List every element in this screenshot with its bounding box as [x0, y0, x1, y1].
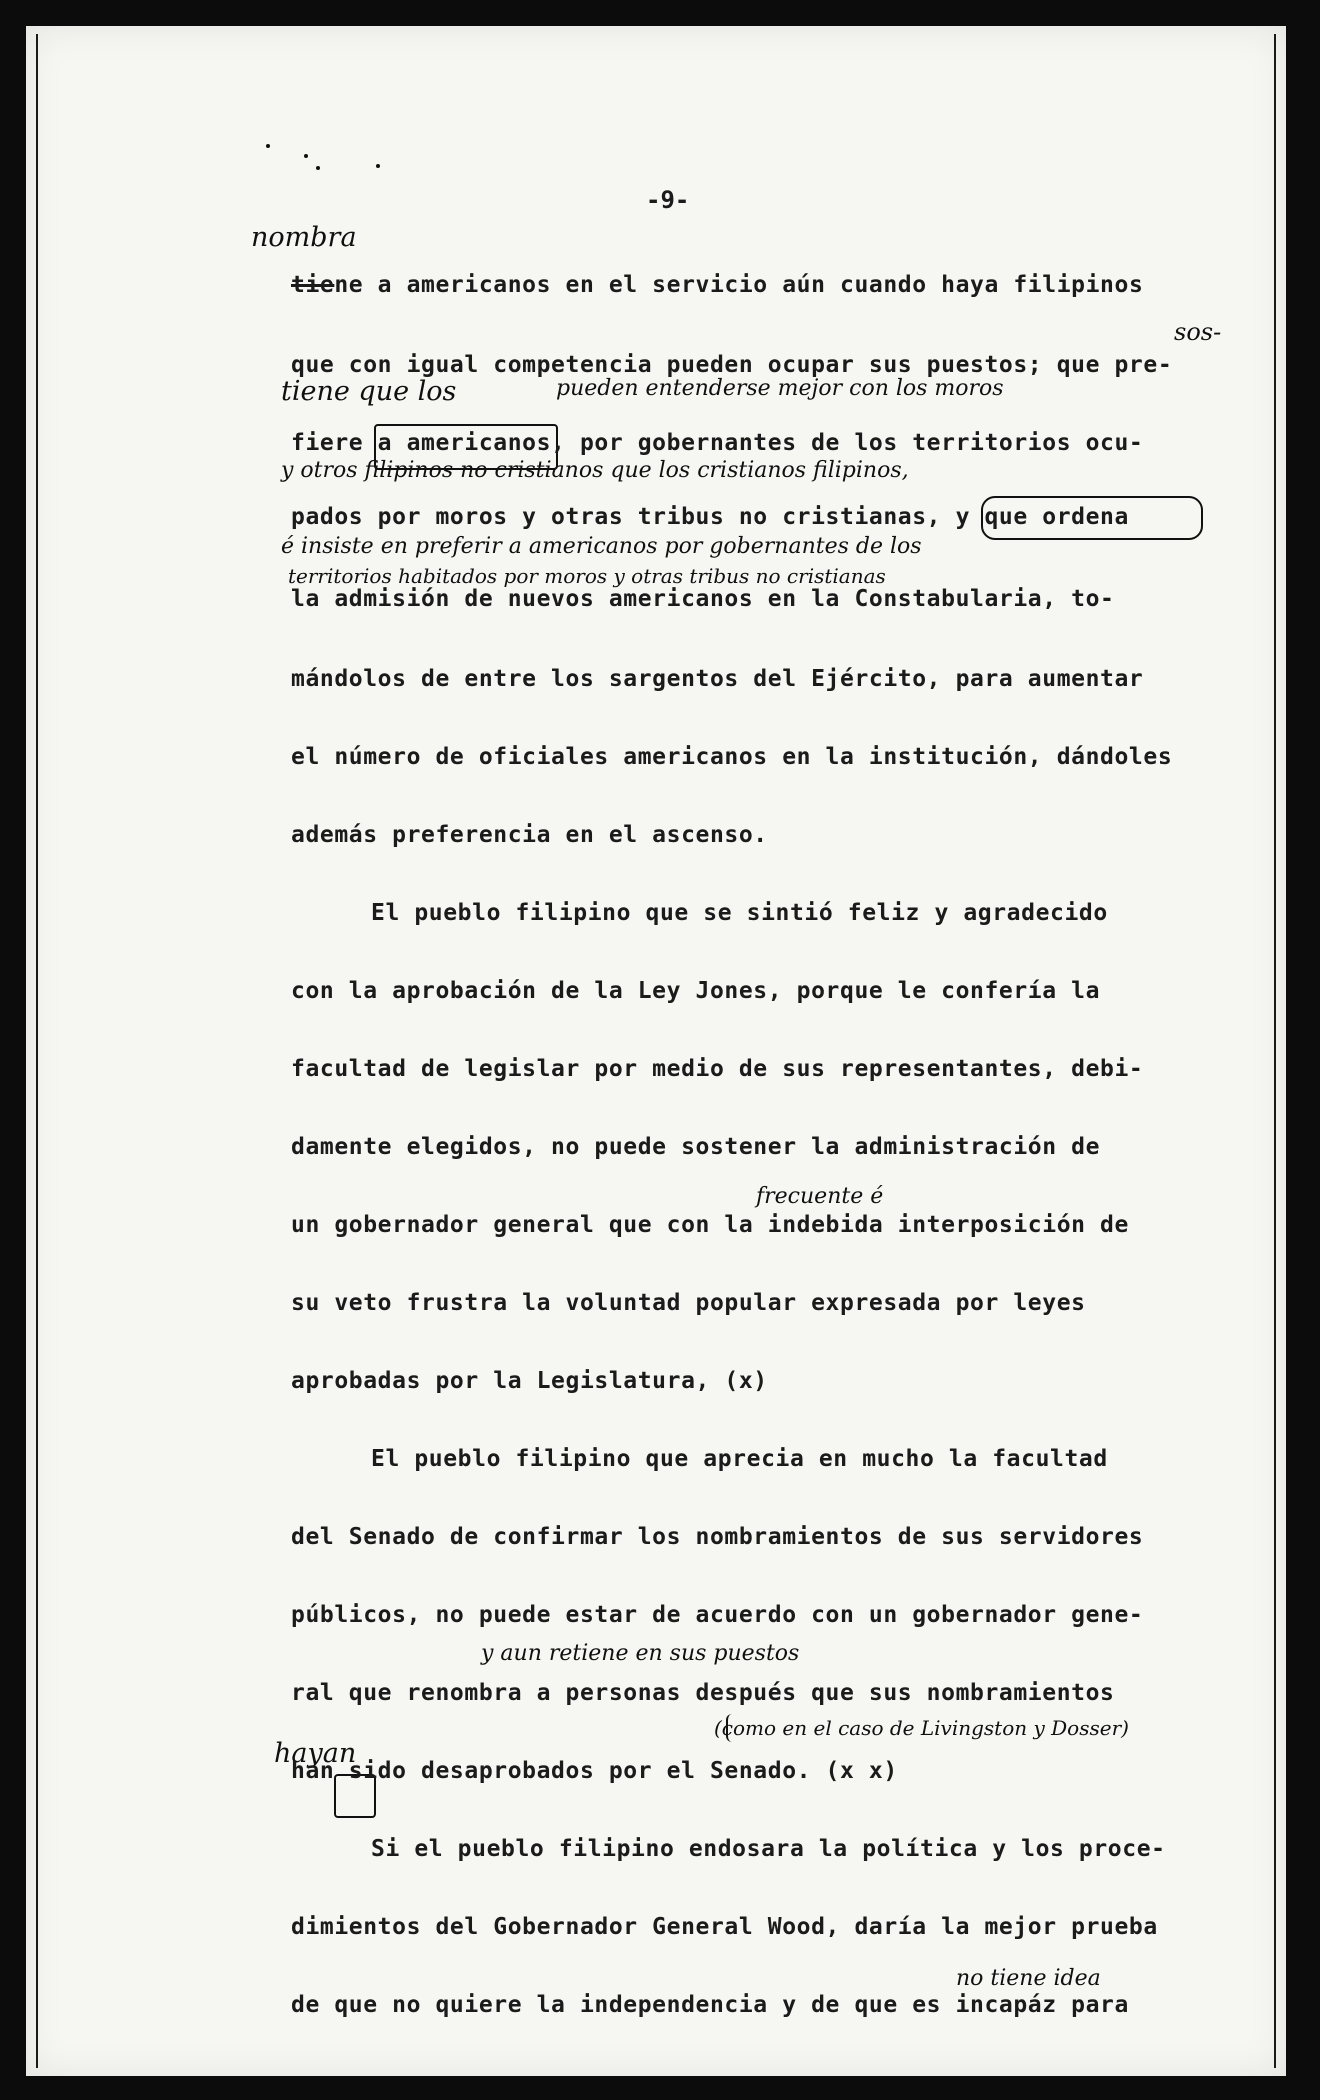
ink-specks	[266, 136, 426, 186]
right-page-edge	[1274, 34, 1276, 2068]
handwritten-note: territorios habitados por moros y otras tribus no cristianas	[288, 564, 886, 588]
typed-line: Si el pueblo filipino endosara la política y los proce-	[371, 1836, 1166, 1862]
typed-line-text: ne a americanos en el servicio aún cuando haya filipinos	[334, 272, 1144, 298]
typed-line: un gobernador general que con la indebida interposición de	[291, 1212, 1129, 1238]
typed-line: El pueblo filipino que se sintió feliz y agradecido	[371, 900, 1108, 926]
typed-line: del Senado de confirmar los nombramientos de sus servidores	[291, 1524, 1144, 1550]
typed-line: han sido desaprobados por el Senado. (x x)	[291, 1758, 898, 1784]
typed-line: el número de oficiales americanos en la institución, dándoles	[291, 744, 1173, 770]
left-page-edge	[36, 34, 38, 2068]
handwritten-bracket-mark	[726, 1714, 740, 1742]
handwritten-note: nombra	[251, 222, 357, 253]
typed-line: la admisión de nuevos americanos en la Constabularia, to-	[291, 586, 1115, 612]
typed-line: pados por moros y otras tribus no cristianas, y que ordena	[291, 504, 1129, 530]
typed-line: damente elegidos, no puede sostener la administración de	[291, 1134, 1101, 1160]
typed-line: públicos, no puede estar de acuerdo con un gobernador gene-	[291, 1602, 1144, 1628]
typed-line	[291, 272, 1241, 298]
typed-line: mándolos de entre los sargentos del Ejército, para aumentar	[291, 666, 1144, 692]
struck-word: tie	[291, 272, 335, 298]
handwritten-note: tiene que los	[281, 376, 457, 407]
handwritten-note: é insiste en preferir a americanos por gobernantes de los	[281, 534, 922, 559]
handwritten-note: pueden entenderse mejor con los moros	[556, 376, 1004, 401]
typed-line: que con igual competencia pueden ocupar sus puestos; que pre-	[291, 352, 1173, 378]
typed-line: dimientos del Gobernador General Wood, daría la mejor prueba	[291, 1914, 1158, 1940]
handwritten-note: (como en el caso de Livingston y Dosser)	[714, 1716, 1129, 1740]
page-number: -9-	[646, 186, 690, 214]
typed-line: facultad de legislar por medio de sus representantes, debi-	[291, 1056, 1144, 1082]
handwritten-note: frecuente é	[756, 1184, 884, 1209]
handwritten-note: sos-	[1174, 318, 1222, 346]
typed-line: su veto frustra la voluntad popular expresada por leyes	[291, 1290, 1086, 1316]
handwritten-note: hayan	[274, 1738, 357, 1769]
handwritten-note: y otros filipinos no cristianos que los cristianos filipinos,	[281, 458, 909, 483]
typed-line: de que no quiere la independencia y de que es incapáz para	[291, 1992, 1129, 2018]
typed-line: además preferencia en el ascenso.	[291, 822, 768, 848]
typed-line: ral que renombra a personas después que sus nombramientos	[291, 1680, 1115, 1706]
typed-line: aprobadas por la Legislatura, (x)	[291, 1368, 768, 1394]
typed-line: con la aprobación de la Ley Jones, porque le confería la	[291, 978, 1101, 1004]
document-page	[26, 26, 1286, 2076]
typed-line: El pueblo filipino que aprecia en mucho la facultad	[371, 1446, 1108, 1472]
typed-line: fiere a americanos, por gobernantes de los territorios ocu-	[291, 430, 1144, 456]
handwritten-note: y aun retiene en sus puestos	[481, 1641, 800, 1666]
handwritten-note: no tiene idea	[956, 1966, 1101, 1991]
